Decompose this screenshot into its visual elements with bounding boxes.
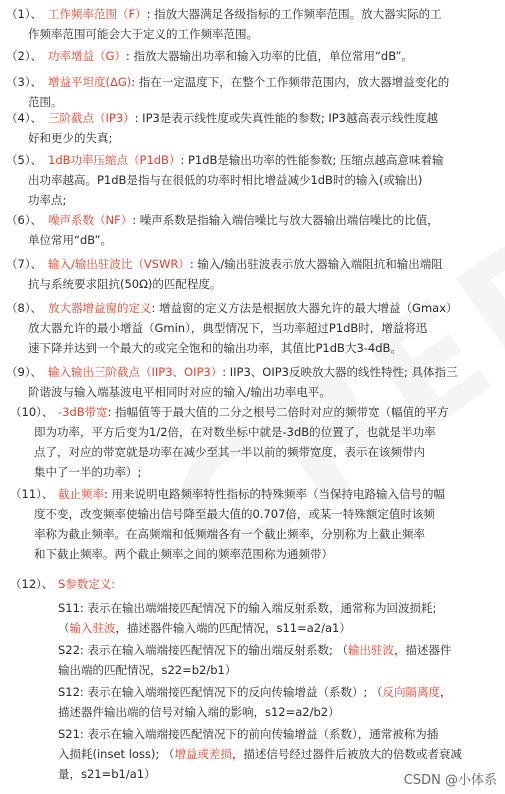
item-number: （7）、 — [6, 257, 43, 271]
item-term: 功率增益（G） — [48, 49, 126, 63]
item-text-line: 度不变，改变频率使输出信号降至最大值的0.707倍，或某一特殊额定值时该频 — [34, 507, 435, 521]
item-term: 截止频率 — [58, 487, 104, 501]
item-number: （1）、 — [6, 7, 43, 21]
item-number: （9）、 — [6, 365, 43, 379]
item-number: （8）、 — [6, 301, 43, 315]
item-text-line: : 增益窗的定义方法是根据放大器允许的最大增益（Gmax） — [151, 301, 458, 315]
item-term: 工作频率范围（F） — [48, 7, 147, 21]
s-param-line: 输出端的匹配情况，s22=b2/b1） — [58, 663, 237, 677]
item-text-line: : IIP3、OIP3反映放大器的线性特性; 具体指三 — [222, 365, 458, 379]
s-param-line: S22: 表示在输入端端接匹配情况下的输出端反射系数; （输出驻波，描述器件 — [58, 643, 452, 657]
item-term: 输入/输出驻波比（VSWR） — [48, 257, 190, 271]
item-text-line: 率称为截止频率。在高频端和低频端各有一个截止频率，分别称为上截止频率 — [34, 527, 425, 541]
item-text-line: 点了，对应的带宽就是功率在减少至其一半以前的频带宽度，表示在该频带内 — [34, 445, 425, 459]
item-text-line: 阶谐波与输入端基波电平相同时对应的输入/输出功率电平。 — [28, 385, 331, 399]
item-number: （11）、 — [10, 487, 54, 501]
s-param-line: S11: 表示在输出端端接匹配情况下的输入端反射系数，通常称为回波损耗; — [58, 601, 437, 615]
item-term: 1dB功率压缩点（P1dB） — [48, 153, 181, 167]
item-text-line: : 指放大器满足各级指标的工作频率范围。放大器实际的工 — [146, 7, 442, 21]
item-text-line: 速下降并达到一个最大的或完全饱和的输出功率，其值比P1dB大3-4dB。 — [28, 341, 402, 355]
item-text-line: : 指在一定温度下，在整个工作频带范围内，放大器增益变化的 — [131, 75, 450, 89]
item-number: （5）、 — [6, 153, 43, 167]
item-text-line: 即为功率，平方后变为1/2倍，在对数坐标中就是-3dB的位置了，也就是半功率 — [34, 425, 436, 439]
item-number: （3）、 — [6, 75, 43, 89]
item-text-line: : 指幅值等于最大值的二分之根号二倍时对应的频带宽（幅值的平方 — [107, 405, 449, 419]
item-term: 噪声系数（NF） — [48, 213, 133, 227]
s-param-line: 描述器件输出端的信号对输入端的影响，s12=a2/b2） — [58, 705, 340, 719]
item-text-line: 和下截止频率。两个截止频率之间的频率范围称为通频带） — [34, 547, 333, 561]
item-term: 增益平坦度(ΔG) — [48, 75, 132, 89]
item-number: （12）、 — [10, 577, 54, 591]
item-number: （6）、 — [6, 213, 43, 227]
item-term: 输入输出三阶截点（IIP3、OIP3） — [48, 365, 223, 379]
s-param-line: S21: 表示在输入端端接匹配情况下的前向传输增益（系数），通常被称为插 — [58, 727, 439, 741]
item-text-line: : 输入/输出驻波表示放大器输入端阻抗和输出端阻 — [189, 257, 443, 271]
item-term: 三阶截点（IP3） — [48, 111, 135, 125]
s-param-line: （输入驻波，描述器件输入端的匹配情况，s11=a2/a1） — [58, 621, 351, 635]
item-text-line: 放大器允许的最小增益（Gmin），典型情况下，当功率超过P1dB时，增益将迅 — [28, 321, 428, 335]
item-text-line: : 指放大器输出功率和输入功率的比值，单位常用“dB”。 — [125, 49, 413, 63]
item-text-line: : IP3是表示线性度或失真性能的参数; IP3越高表示线性度越 — [134, 111, 438, 125]
item-number: （2）、 — [6, 49, 43, 63]
item-text-line: : 噪声系数是指输入端信噪比与放大器输出端信噪比的比值， — [132, 213, 439, 227]
item-term: 放大器增益窗的定义 — [48, 301, 152, 315]
item-text-line: : 用来说明电路频率特性指标的特殊频率（当保持电路输入信号的幅 — [104, 487, 446, 501]
item-number: （10）、 — [10, 405, 54, 419]
footer-credit: CSDN @小体系 — [403, 773, 497, 788]
item-text-line: 集中了一半的功率）; — [34, 465, 142, 479]
item-term: S参数定义: — [58, 577, 116, 591]
item-text-line: 出功率越高。P1dB是指与在很低的功率时相比增益减少1dB时的输入(或输出) — [28, 173, 423, 187]
item-text-line: 单位常用“dB”。 — [28, 233, 112, 247]
item-text-line: 范围。 — [28, 95, 63, 109]
item-text-line: 好和更少的失真; — [28, 131, 113, 145]
s-param-line: 入损耗(inset loss); （增益或差损，描述信号经过器件后被放大的倍数或者衰减 — [58, 747, 462, 761]
item-number: （4）、 — [6, 111, 43, 125]
item-text-line: 功率点; — [28, 193, 67, 207]
item-term: -3dB带宽 — [58, 405, 108, 419]
s-param-line: 量，s21=b1/a1） — [58, 767, 156, 781]
item-text-line: : P1dB是输出功率的性能参数; 压缩点越高意味着输 — [180, 153, 444, 167]
item-text-line: 抗与系统要求阻抗(50Ω)的匹配程度。 — [28, 277, 222, 291]
s-param-line: S12: 表示在输入端端接匹配情况下的反向传输增益（系数）; （反向隔离度， — [58, 685, 452, 699]
item-text-line: 作频率范围可能会大于定义的工作频率范围。 — [28, 27, 258, 41]
